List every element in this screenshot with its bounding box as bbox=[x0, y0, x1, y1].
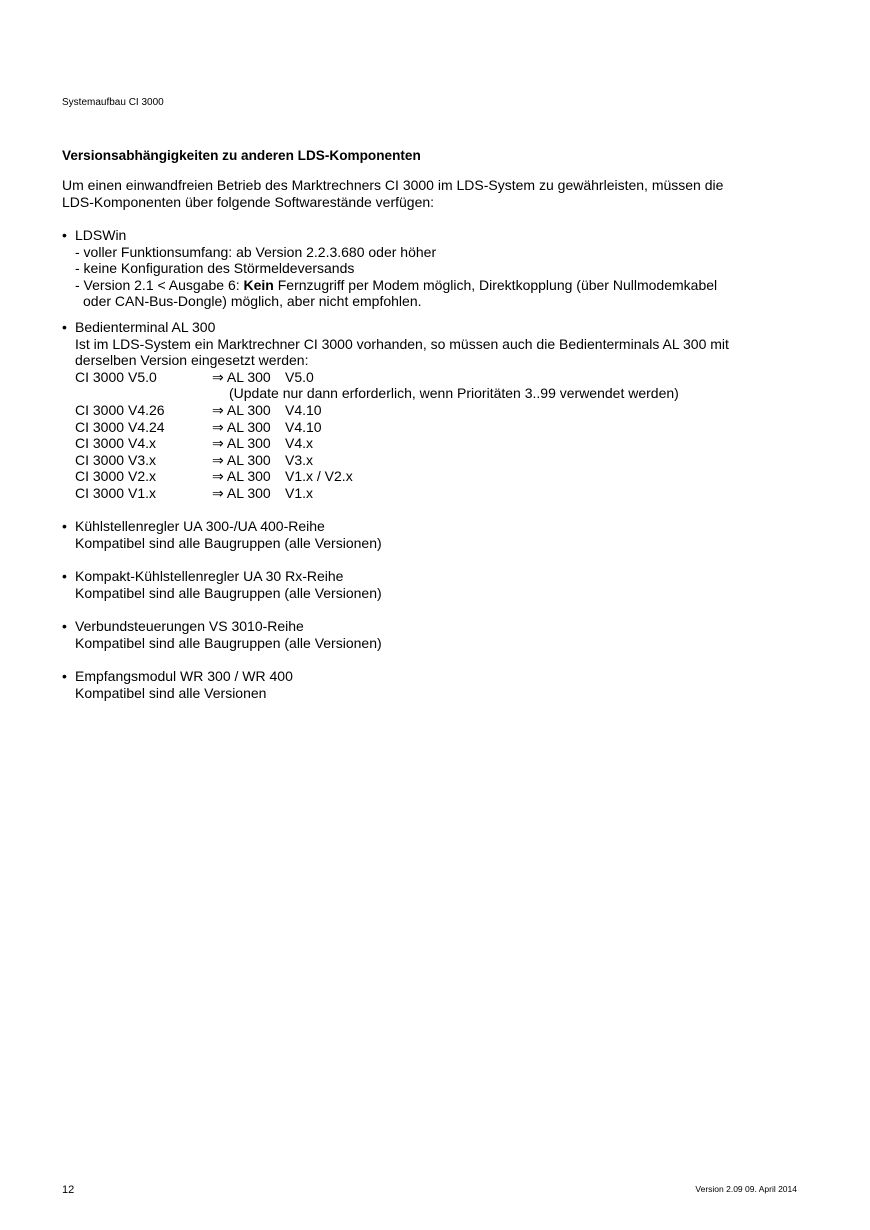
device-version: V5.0 bbox=[128, 368, 157, 385]
device: CI 3000 bbox=[75, 368, 125, 385]
table-row bbox=[75, 468, 679, 485]
bullet-icon: • bbox=[62, 618, 67, 634]
item-label: LDSWin bbox=[75, 227, 127, 243]
target-version: V1.x / V2.x bbox=[285, 468, 353, 485]
device: CI 3000 bbox=[75, 418, 125, 435]
list-item bbox=[62, 618, 382, 635]
sub-item: - keine Konfiguration des Störmeldeversands bbox=[75, 260, 355, 277]
sub-item bbox=[62, 277, 717, 294]
version-footer: Version 2.09 09. April 2014 bbox=[695, 1184, 797, 1194]
note: (Update nur dann erforderlich, wenn Prioritäten 3..99 verwendet werden) bbox=[229, 385, 679, 402]
target-device: AL 300 bbox=[226, 451, 271, 468]
page-number: 12 bbox=[62, 1184, 75, 1196]
item-label: Verbundsteuerungen VS 3010-Reihe bbox=[75, 618, 304, 634]
item-label: Kompakt-Kühlstellenregler UA 30 Rx-Reihe bbox=[75, 568, 344, 584]
target-device: AL 300 bbox=[226, 484, 271, 501]
target-version: V3.x bbox=[285, 451, 314, 468]
target bbox=[212, 485, 285, 502]
text: Fernzugriff per Modem möglich, Direktkopplung (über Nullmodemkabel bbox=[273, 276, 718, 293]
target-version: V1.x bbox=[285, 484, 314, 501]
target-version: V4.10 bbox=[285, 418, 322, 435]
item-label: Kühlstellenregler UA 300-/UA 400-Reihe bbox=[75, 518, 325, 534]
table-row bbox=[75, 369, 679, 386]
device: CI 3000 bbox=[75, 401, 125, 418]
ldswin-section bbox=[62, 227, 717, 310]
component-section bbox=[62, 568, 382, 601]
component-section bbox=[62, 518, 382, 551]
arrow-icon: ⇒ bbox=[212, 468, 224, 485]
component-section bbox=[62, 618, 382, 651]
bullet-icon: • bbox=[62, 227, 67, 243]
item-text: Kompatibel sind alle Baugruppen (alle Versionen) bbox=[75, 534, 382, 551]
text: - Version 2.1 < Ausgabe 6: bbox=[75, 276, 244, 293]
running-header: Systemaufbau CI 3000 bbox=[62, 97, 164, 108]
device: CI 3000 bbox=[75, 484, 125, 501]
bullet-icon: • bbox=[62, 319, 67, 335]
item-text: derselben Version eingesetzt werden: bbox=[75, 352, 309, 369]
arrow-icon: ⇒ bbox=[212, 368, 224, 385]
device-version: V2.x bbox=[128, 468, 157, 485]
list-item bbox=[62, 568, 382, 585]
table-row bbox=[75, 385, 679, 402]
target bbox=[212, 468, 285, 485]
intro-line: Um einen einwandfreien Betrieb des Marktrechners CI 3000 im LDS-System zu gewährleisten, müssen die bbox=[62, 177, 724, 193]
section-title: Versionsabhängigkeiten zu anderen LDS-Komponenten bbox=[62, 148, 421, 163]
version-table bbox=[75, 369, 679, 502]
intro-paragraph bbox=[62, 177, 723, 210]
bullet-icon: • bbox=[62, 668, 67, 684]
target-version: V4.x bbox=[285, 435, 314, 452]
bullet-icon: • bbox=[62, 518, 67, 534]
item-text: Ist im LDS-System ein Marktrechner CI 3000 vorhanden, so müssen auch die Bedienterminals AL 300 mit bbox=[75, 335, 729, 352]
device-version: V3.x bbox=[128, 451, 157, 468]
component-section bbox=[62, 668, 293, 701]
list-item bbox=[62, 319, 729, 336]
intro-line: LDS-Komponenten über folgende Softwarestände verfügen: bbox=[62, 193, 435, 210]
target bbox=[212, 369, 285, 386]
arrow-icon: ⇒ bbox=[212, 401, 224, 418]
table-row bbox=[75, 452, 679, 469]
list-item bbox=[62, 668, 293, 685]
sub-item: - voller Funktionsumfang: ab Version 2.2.3.680 oder höher bbox=[75, 243, 437, 260]
device-version: V4.24 bbox=[128, 418, 165, 435]
arrow-icon: ⇒ bbox=[212, 435, 224, 452]
target-device: AL 300 bbox=[226, 435, 271, 452]
target bbox=[212, 402, 285, 419]
target bbox=[212, 419, 285, 436]
target-device: AL 300 bbox=[226, 401, 271, 418]
al300-section bbox=[62, 319, 729, 502]
table-row bbox=[75, 485, 679, 502]
target-version: V5.0 bbox=[285, 368, 314, 385]
device-version: V4.26 bbox=[128, 401, 165, 418]
arrow-icon: ⇒ bbox=[212, 451, 224, 468]
device: CI 3000 bbox=[75, 468, 125, 485]
target-device: AL 300 bbox=[226, 468, 271, 485]
table-row bbox=[75, 435, 679, 452]
bullet-icon: • bbox=[62, 568, 67, 584]
item-text: Kompatibel sind alle Baugruppen (alle Versionen) bbox=[75, 634, 382, 651]
list-item bbox=[62, 518, 382, 535]
item-label: Bedienterminal AL 300 bbox=[75, 319, 216, 335]
item-text: Kompatibel sind alle Versionen bbox=[75, 684, 267, 701]
item-label: Empfangsmodul WR 300 / WR 400 bbox=[75, 668, 293, 684]
target-version: V4.10 bbox=[285, 401, 322, 418]
device: CI 3000 bbox=[75, 451, 125, 468]
target-device: AL 300 bbox=[226, 368, 271, 385]
list-item bbox=[62, 227, 717, 244]
target-device: AL 300 bbox=[226, 418, 271, 435]
emphasis: Kein bbox=[243, 276, 274, 293]
item-text: Kompatibel sind alle Baugruppen (alle Versionen) bbox=[75, 584, 382, 601]
device: CI 3000 bbox=[75, 435, 125, 452]
arrow-icon: ⇒ bbox=[212, 484, 224, 501]
device-version: V1.x bbox=[128, 484, 157, 501]
device-version: V4.x bbox=[128, 435, 157, 452]
table-row bbox=[75, 419, 679, 436]
table-row bbox=[75, 402, 679, 419]
target bbox=[212, 435, 285, 452]
sub-item-continuation: oder CAN-Bus-Dongle) möglich, aber nicht empfohlen. bbox=[83, 293, 422, 310]
target bbox=[212, 452, 285, 469]
arrow-icon: ⇒ bbox=[212, 418, 224, 435]
